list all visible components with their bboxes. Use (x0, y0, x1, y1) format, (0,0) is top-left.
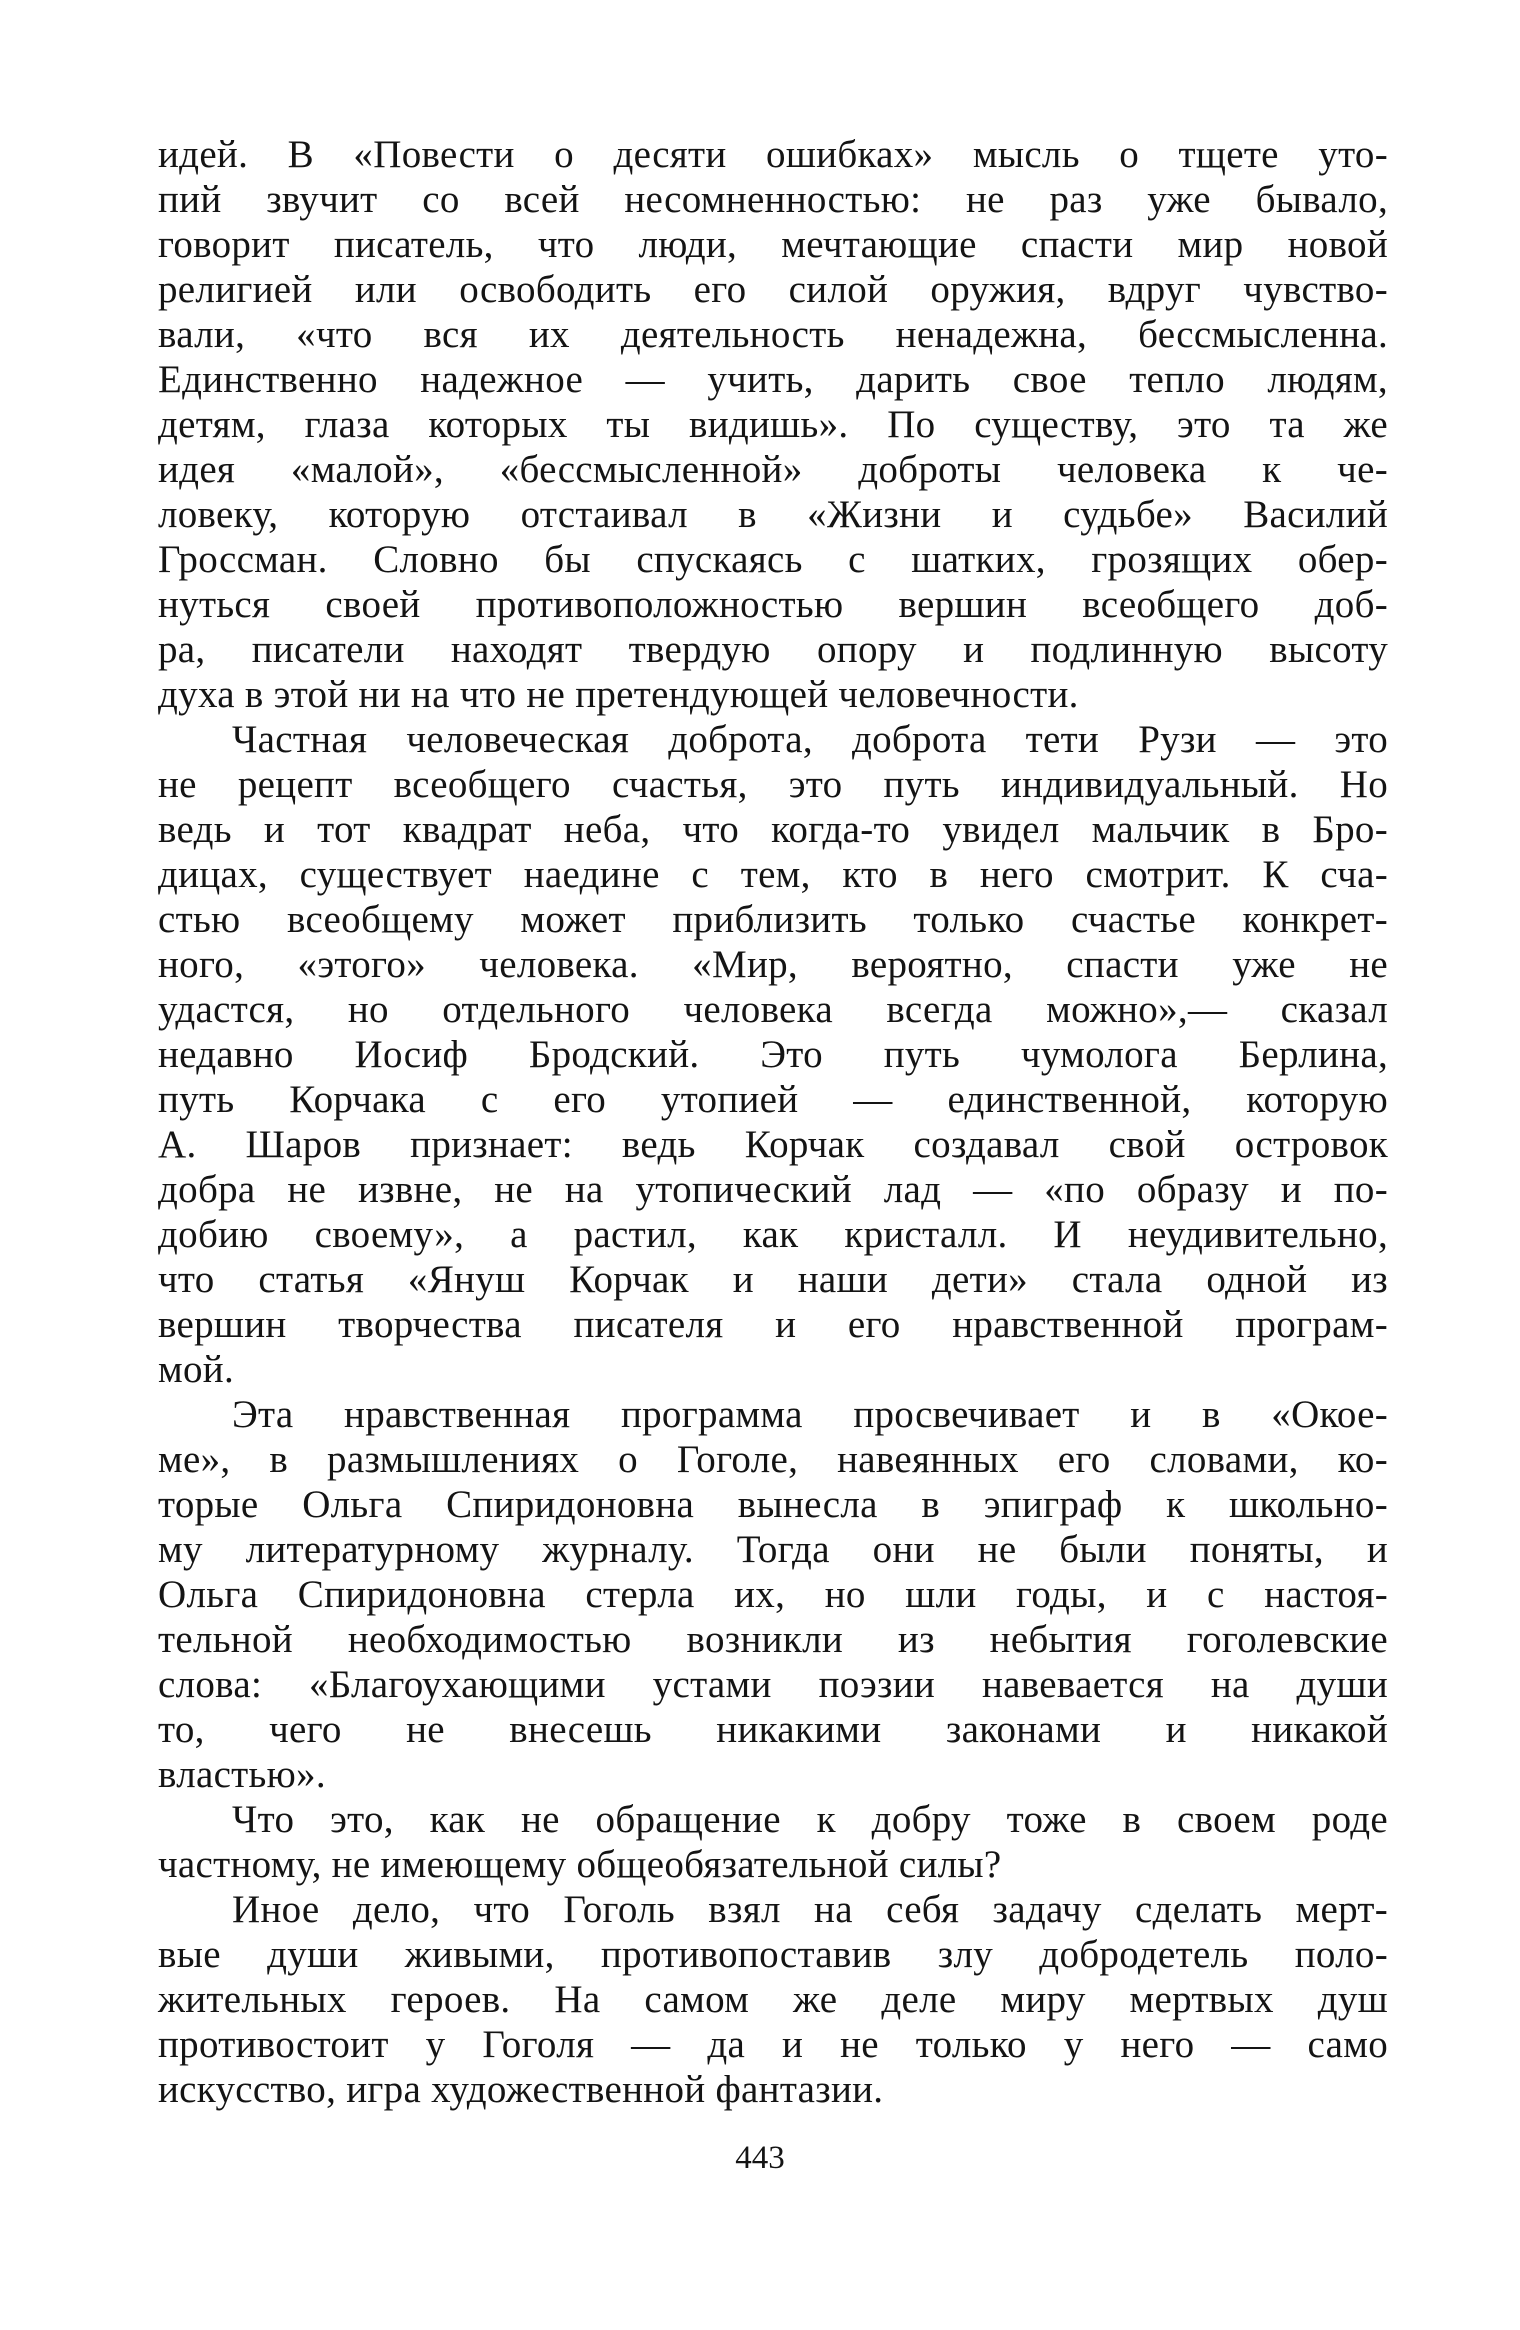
text-line: ра, писатели находят твердую опору и подлинную высоту (158, 628, 1388, 671)
text-line: удастся, но отдельного человека всегда можно»,— сказал (158, 988, 1388, 1031)
text-line: Иное дело, что Гоголь взял на себя задачу сделать мерт- (232, 1888, 1388, 1931)
text-line: слова: «Благоухающими устами поэзии навевается на души (158, 1663, 1388, 1706)
page-number: 443 (735, 2140, 785, 2176)
paragraph (158, 1797, 1388, 1887)
text-line: идей. В «Повести о десяти ошибках» мысль о тщете уто- (158, 133, 1388, 176)
text-line: вые души живыми, противопоставив злу добродетель поло- (158, 1933, 1388, 1976)
text-line: ме», в размышлениях о Гоголе, навеянных его словами, ко- (158, 1438, 1388, 1481)
text-line: пий звучит со всей несомненностью: не раз уже бывало, (158, 178, 1388, 221)
text-line: частному, не имеющему общеобязательной силы? (158, 1843, 1002, 1886)
text-line: дицах, существует наедине с тем, кто в него смотрит. К сча- (158, 853, 1388, 896)
text-line: Единственно надежное — учить, дарить свое тепло людям, (158, 358, 1388, 401)
text-line: Гроссман. Словно бы спускаясь с шатких, грозящих обер- (158, 538, 1388, 581)
text-line: нуться своей противоположностью вершин всеобщего доб- (158, 583, 1388, 626)
paragraph (158, 1887, 1388, 2112)
text-line: противостоит у Гоголя — да и не только у него — само (158, 2023, 1388, 2066)
text-line: духа в этой ни на что не претендующей человечности. (158, 673, 1079, 716)
text-line: властью». (158, 1753, 326, 1796)
text-line: вали, «что вся их деятельность ненадежна, бессмысленна. (158, 313, 1388, 356)
paragraph (158, 717, 1388, 1392)
paragraph (158, 1392, 1388, 1797)
text-line: му литературному журналу. Тогда они не были поняты, и (158, 1528, 1388, 1571)
text-column (158, 132, 1388, 2112)
text-line: ного, «этого» человека. «Мир, вероятно, спасти уже не (158, 943, 1388, 986)
text-line: добра не извне, не на утопический лад — «по образу и по- (158, 1168, 1388, 1211)
text-line: ловеку, которую отстаивал в «Жизни и судьбе» Василий (158, 493, 1388, 536)
text-line: торые Ольга Спиридоновна вынесла в эпиграф к школьно- (158, 1483, 1388, 1526)
text-line: А. Шаров признает: ведь Корчак создавал свой островок (158, 1123, 1388, 1166)
book-page-body (158, 132, 1388, 2112)
text-line: то, чего не внесешь никакими законами и никакой (158, 1708, 1388, 1751)
text-line: детям, глаза которых ты видишь». По существу, это та же (158, 403, 1388, 446)
text-line: Ольга Спиридоновна стерла их, но шли годы, и с настоя- (158, 1573, 1388, 1616)
text-line: не рецепт всеобщего счастья, это путь индивидуальный. Но (158, 763, 1388, 806)
text-line: идея «малой», «бессмысленной» доброты человека к че- (158, 448, 1388, 491)
text-line: Эта нравственная программа просвечивает и в «Окое- (232, 1393, 1388, 1436)
text-line: что статья «Януш Корчак и наши дети» стала одной из (158, 1258, 1388, 1301)
text-line: говорит писатель, что люди, мечтающие спасти мир новой (158, 223, 1388, 266)
text-line: религией или освободить его силой оружия, вдруг чувство- (158, 268, 1388, 311)
text-line: стью всеобщему может приблизить только счастье конкрет- (158, 898, 1388, 941)
paragraph (158, 132, 1388, 717)
text-line: вершин творчества писателя и его нравственной програм- (158, 1303, 1388, 1346)
text-line: добию своему», а растил, как кристалл. И неудивительно, (158, 1213, 1388, 1256)
text-line: жительных героев. На самом же деле миру мертвых душ (158, 1978, 1388, 2021)
text-line: тельной необходимостью возникли из небытия гоголевские (158, 1618, 1388, 1661)
text-line: Что это, как не обращение к добру тоже в своем роде (232, 1798, 1388, 1841)
text-line: ведь и тот квадрат неба, что когда-то увидел мальчик в Бро- (158, 808, 1388, 851)
text-line: недавно Иосиф Бродский. Это путь чумолога Берлина, (158, 1033, 1388, 1076)
text-line: мой. (158, 1348, 235, 1391)
text-line: Частная человеческая доброта, доброта тети Рузи — это (232, 718, 1388, 761)
text-line: искусство, игра художественной фантазии. (158, 2068, 884, 2111)
text-line: путь Корчака с его утопией — единственной, которую (158, 1078, 1388, 1121)
